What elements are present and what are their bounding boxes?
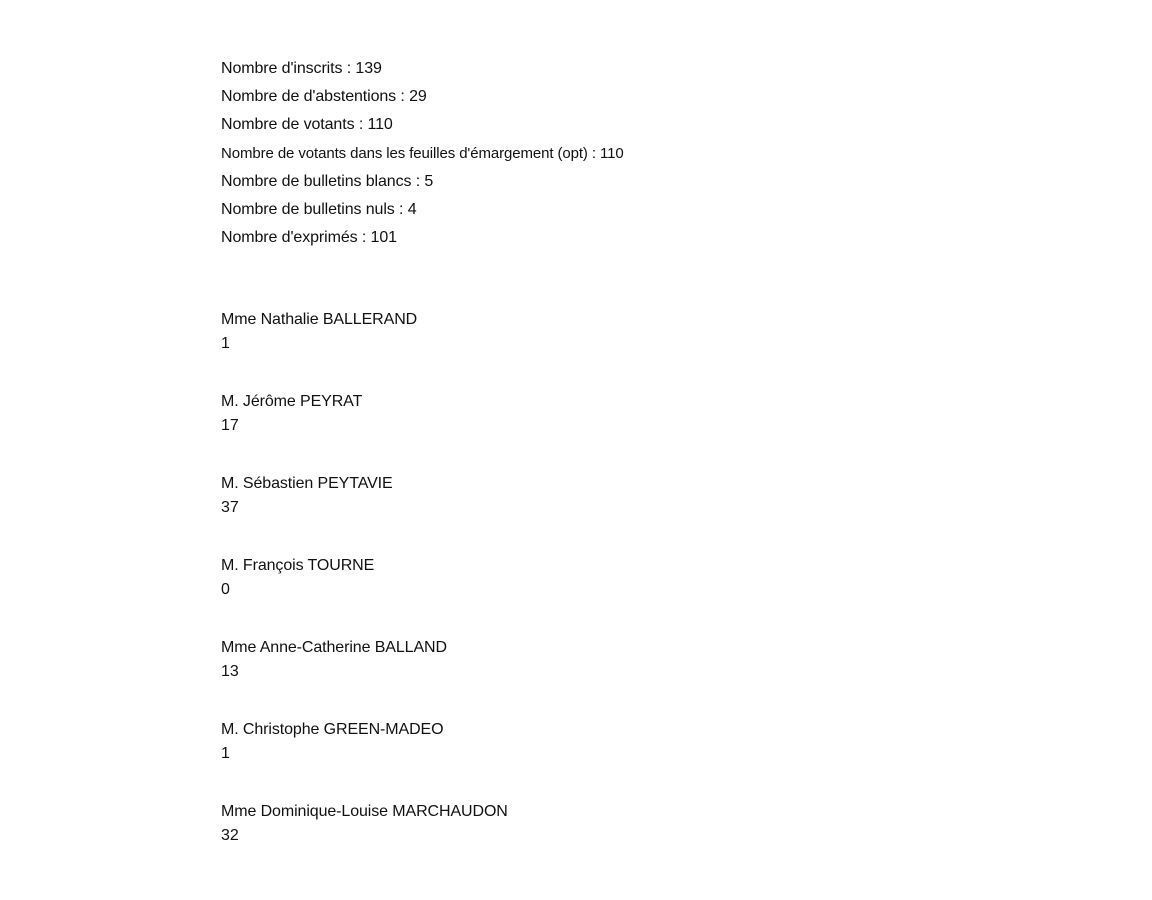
candidate-entry [221,801,508,883]
candidate-name: Mme Dominique-Louise MARCHAUDON [221,803,508,820]
candidate-votes: 1 [221,335,230,352]
stat-abstentions: Nombre de d'abstentions : 29 [221,88,427,106]
candidate-name: M. Jérôme PEYRAT [221,393,363,410]
candidate-name: Mme Anne-Catherine BALLAND [221,639,447,656]
candidate-entry [221,309,508,391]
candidate-results [221,309,508,883]
candidate-entry [221,719,508,801]
candidate-votes: 32 [221,827,239,844]
stat-voters-signature-sheets: Nombre de votants dans les feuilles d'émargement (opt) : 110 [221,144,624,162]
election-stats [221,58,624,255]
stat-expressed: Nombre d'exprimés : 101 [221,229,397,247]
candidate-entry [221,637,508,719]
candidate-votes: 0 [221,581,230,598]
stat-registered: Nombre d'inscrits : 139 [221,60,382,77]
candidate-votes: 37 [221,499,239,516]
stat-voters: Nombre de votants : 110 [221,116,393,134]
candidate-name: M. Sébastien PEYTAVIE [221,475,393,492]
candidate-votes: 1 [221,745,230,762]
candidate-entry [221,391,508,473]
candidate-votes: 13 [221,663,239,680]
candidate-entry [221,555,508,637]
candidate-votes: 17 [221,417,239,434]
stat-blank-ballots: Nombre de bulletins blancs : 5 [221,172,434,190]
candidate-entry [221,473,508,555]
candidate-name: M. Christophe GREEN-MADEO [221,721,444,738]
candidate-name: M. François TOURNE [221,557,375,574]
candidate-name: Mme Nathalie BALLERAND [221,311,418,328]
stat-null-ballots: Nombre de bulletins nuls : 4 [221,200,417,218]
